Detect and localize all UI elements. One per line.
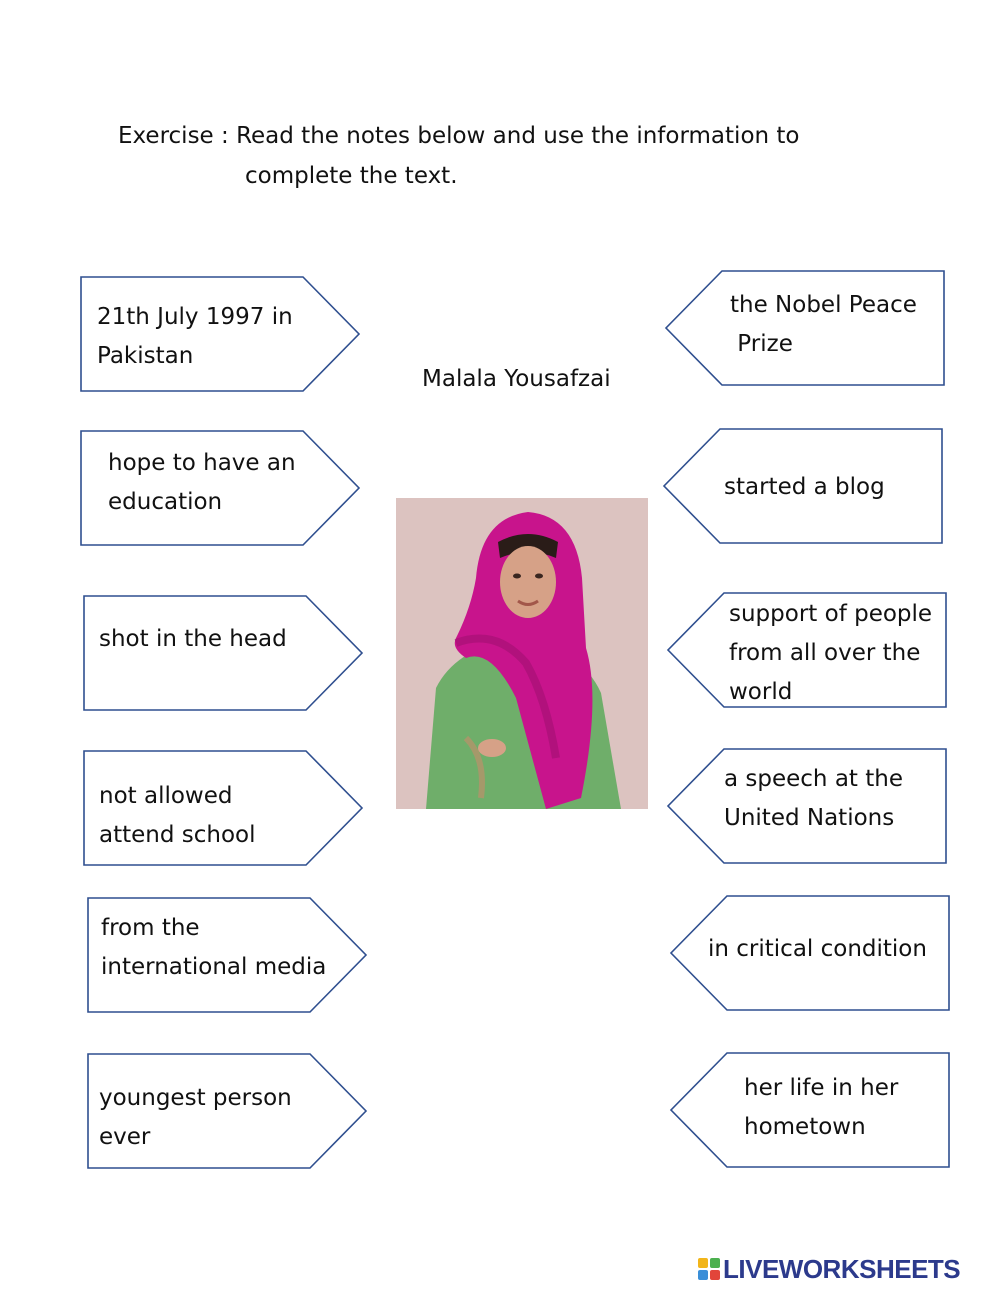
note-text-line: support of people	[729, 601, 933, 627]
note-text	[99, 620, 287, 659]
left-note-1[interactable]	[80, 276, 360, 392]
subject-name: Malala Yousafzai	[422, 366, 611, 392]
right-note-2[interactable]	[663, 428, 943, 544]
note-text-line: hometown	[744, 1114, 866, 1140]
portrait-photo	[396, 498, 648, 809]
note-text-line: education	[108, 489, 223, 515]
right-note-3[interactable]	[667, 592, 947, 708]
note-text	[744, 1069, 898, 1147]
note-text-line: started a blog	[724, 474, 885, 500]
note-text	[97, 298, 293, 376]
left-note-3[interactable]	[83, 595, 363, 711]
exercise-instructions	[118, 116, 800, 196]
note-text-line: Pakistan	[97, 343, 194, 369]
note-text-line: hope to have an	[108, 450, 296, 476]
note-text-line: 21th July 1997 in	[97, 304, 293, 330]
note-text-line: international media	[101, 954, 327, 980]
note-text	[99, 1079, 292, 1157]
left-note-5[interactable]	[87, 897, 367, 1013]
note-text	[724, 760, 903, 838]
note-text-line: from all over the	[729, 640, 921, 666]
note-text	[729, 595, 932, 712]
liveworksheets-logo-text: LIVEWORKSHEETS	[723, 1253, 961, 1284]
note-text-line: youngest person	[99, 1085, 292, 1111]
left-note-2[interactable]	[80, 430, 360, 546]
note-text-line: from the	[101, 915, 200, 941]
note-text	[108, 444, 296, 522]
right-note-5[interactable]	[670, 895, 950, 1011]
note-text-line: United Nations	[724, 805, 895, 831]
note-text-line: ever	[99, 1124, 151, 1150]
note-text-line: in critical condition	[708, 936, 927, 962]
instructions-line-1: Exercise : Read the notes below and use the information to	[118, 123, 800, 149]
note-text-line: her life in her	[744, 1075, 899, 1101]
note-text-line: attend school	[99, 822, 256, 848]
left-note-4[interactable]	[83, 750, 363, 866]
note-text	[101, 909, 326, 987]
note-text	[724, 468, 885, 507]
note-text-line: a speech at the	[724, 766, 903, 792]
note-text-line: the Nobel Peace	[730, 292, 917, 318]
left-note-6[interactable]	[87, 1053, 367, 1169]
right-note-1[interactable]	[665, 270, 945, 386]
instructions-line-2: complete the text.	[245, 163, 458, 189]
note-text	[730, 286, 917, 364]
liveworksheets-logo-icon	[698, 1258, 720, 1280]
note-text-line: world	[729, 679, 793, 705]
right-note-6[interactable]	[670, 1052, 950, 1168]
liveworksheets-logo[interactable]	[698, 1252, 960, 1286]
right-note-4[interactable]	[667, 748, 947, 864]
note-text-line: Prize	[730, 331, 793, 357]
note-text-line: shot in the head	[99, 626, 287, 652]
note-text	[99, 777, 256, 855]
note-text	[708, 930, 927, 969]
note-text-line: not allowed	[99, 783, 233, 809]
